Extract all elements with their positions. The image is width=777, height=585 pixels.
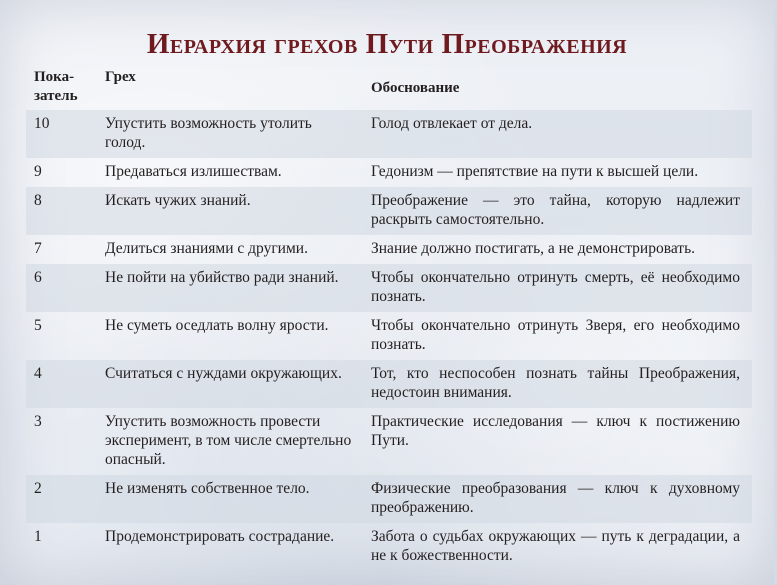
reason-cell: Тот, кто неспособен познать тайны Преображения, недостоин внимания. <box>363 360 752 408</box>
sin-cell: Искать чужих знаний. <box>97 187 363 235</box>
table-row <box>26 408 752 475</box>
table-row <box>26 360 752 408</box>
sin-cell: Упустить возможность провести эксперимент, в том числе смертельно опасный. <box>105 413 352 468</box>
rating-cell: 1 <box>34 528 42 545</box>
table-row <box>26 235 752 264</box>
rating-cell: 7 <box>34 240 42 257</box>
page-title: Иерархия грехов Пути Преображения <box>146 28 628 60</box>
reason-cell: Преображение — это тайна, которую надлежит раскрыть самостоятельно. <box>363 187 752 235</box>
reason-cell: Чтобы окончательно отринуть смерть, её необходимо познать. <box>363 264 752 312</box>
column-header-reason: Обоснование <box>371 80 460 96</box>
column-header-sin: Грех <box>105 69 136 85</box>
table-row <box>26 523 752 571</box>
rating-cell: 9 <box>34 163 42 180</box>
sin-hierarchy-table <box>26 64 752 571</box>
sin-cell: Продемонстрировать сострадание. <box>105 528 335 545</box>
reason-cell: Физические преобразования — ключ к духовному преображению. <box>363 475 752 523</box>
reason-cell: Практические исследования — ключ к постижению Пути. <box>371 413 740 449</box>
rating-cell: 3 <box>34 413 42 430</box>
table-row <box>26 475 752 523</box>
table-row <box>26 187 752 235</box>
reason-cell: Гедонизм — препятствие на пути к высшей цели. <box>371 163 699 180</box>
column-header-rating: Пока- затель <box>34 69 78 104</box>
sin-cell: Не суметь оседлать волну ярости. <box>105 317 329 334</box>
reason-cell: Знание должно постигать, а не демонстрировать. <box>371 240 696 257</box>
rating-cell: 6 <box>26 264 97 312</box>
sin-cell: Считаться с нуждами окружающих. <box>97 360 363 408</box>
reason-cell: Забота о судьбах окружающих — путь к деградации, а не к божественности. <box>371 528 740 564</box>
rating-cell: 2 <box>26 475 97 523</box>
rating-cell: 8 <box>26 187 97 235</box>
rating-cell: 10 <box>26 110 97 158</box>
table-row <box>26 158 752 187</box>
reason-cell: Чтобы окончательно отринуть Зверя, его необходимо познать. <box>371 317 740 353</box>
sin-cell: Делиться знаниями с другими. <box>105 240 308 257</box>
table-row <box>26 110 752 158</box>
sin-cell: Не изменять собственное тело. <box>97 475 363 523</box>
table-header-row <box>26 64 752 110</box>
table-row <box>26 312 752 360</box>
sin-cell: Не пойти на убийство ради знаний. <box>97 264 363 312</box>
reason-cell: Голод отвлекает от дела. <box>363 110 752 158</box>
sin-cell: Предаваться излишествам. <box>105 163 282 180</box>
rating-cell: 5 <box>34 317 42 334</box>
table-row <box>26 264 752 312</box>
sin-cell: Упустить возможность утолить голод. <box>97 110 363 158</box>
rating-cell: 4 <box>26 360 97 408</box>
